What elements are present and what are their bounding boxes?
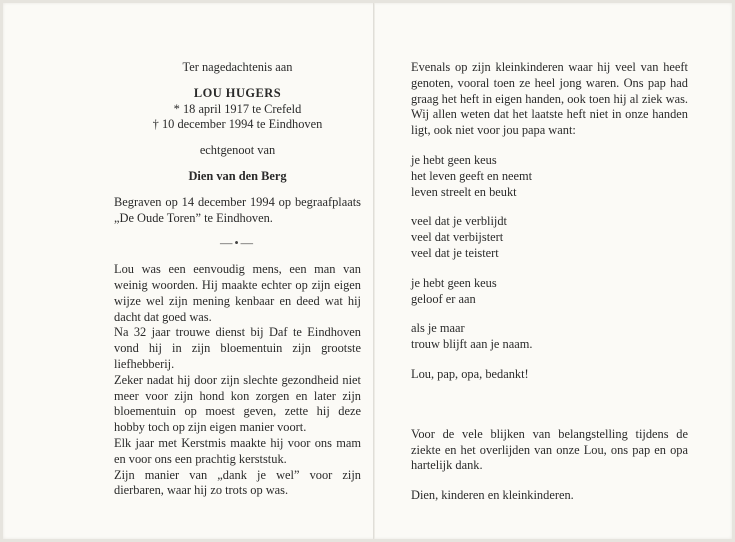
- intro-text: Ter nagedachtenis aan: [182, 60, 293, 74]
- closing-line: Lou, pap, opa, bedankt!: [411, 366, 529, 381]
- biography-paragraph: Zeker nadat hij door zijn slechte gezondheid niet meer voor zijn hond kon zorgen en later zijn bloementuin op moest geven, zette hij deze hobby toch op zijn eigen manier voort.: [114, 372, 361, 435]
- poem-line: je hebt geen keus: [411, 275, 497, 290]
- biography-paragraph: Elk jaar met Kerstmis maakte hij voor ons mam en voor ons een prachtig kerststuk.: [114, 435, 361, 466]
- separator: —•—: [219, 236, 256, 251]
- deceased-name: LOU HUGERS: [193, 85, 282, 100]
- biography: [114, 262, 361, 499]
- poem-line: veel dat je teistert: [411, 245, 499, 260]
- biography-paragraph: Lou was een eenvoudig mens, een man van weinig woorden. Hij maakte echter op zijn eigen wijze wel zijn mening kenbaar en deed wat hij dacht dat goed was.: [114, 262, 361, 324]
- poem-stanza: [411, 276, 688, 308]
- poem-stanza: [411, 153, 688, 200]
- thanks-text: Voor de vele blijken van belangstelling tijdens de ziekte en het overlijden van onze Lou, ons pap en opa hartelijk dank.: [411, 426, 688, 473]
- birth-line: * 18 april 1917 te Crefeld: [173, 101, 302, 116]
- poem-line: als je maar: [411, 321, 465, 336]
- right-intro: Evenals op zijn kleinkinderen waar hij veel van heeft genoten, vooral toen ze heel jong waren. Ons pap had graag het heft in eigen handen, ook toen hij al ziek was. Wij allen weten dat het laatste heft niet in onze handen ligt, ook niet voor jou papa want:: [411, 60, 688, 138]
- poem-line: leven streelt en beukt: [411, 184, 517, 199]
- poem-line: veel dat verbijstert: [411, 230, 504, 245]
- signature: Dien, kinderen en kleinkinderen.: [411, 488, 574, 503]
- burial-text: Begraven op 14 december 1994 op begraafplaats „De Oude Toren” te Eindhoven.: [114, 194, 361, 225]
- poem-line: je hebt geen keus: [411, 152, 497, 167]
- poem-line: het leven geeft en neemt: [411, 168, 533, 183]
- right-page: [411, 60, 688, 504]
- left-page: [114, 60, 361, 499]
- poem-stanza: [411, 214, 688, 261]
- poem-line: trouw blijft aan je naam.: [411, 337, 533, 352]
- card-fold: [373, 3, 375, 539]
- biography-paragraph: Na 32 jaar trouwe dienst bij Daf te Eindhoven vond hij in zijn bloementuin zijn grootste liefhebberij.: [114, 325, 361, 371]
- spouse-name: Dien van den Berg: [188, 168, 287, 183]
- poem-stanza: [411, 321, 688, 353]
- poem-line: veel dat je verblijdt: [411, 214, 507, 229]
- death-line: † 10 december 1994 te Eindhoven: [152, 117, 323, 132]
- biography-paragraph: Zijn manier van „dank je wel” voor zijn dierbaren, waar hij zo trots op was.: [114, 467, 361, 498]
- relation-text: echtgenoot van: [199, 143, 276, 158]
- poem-line: geloof er aan: [411, 291, 476, 306]
